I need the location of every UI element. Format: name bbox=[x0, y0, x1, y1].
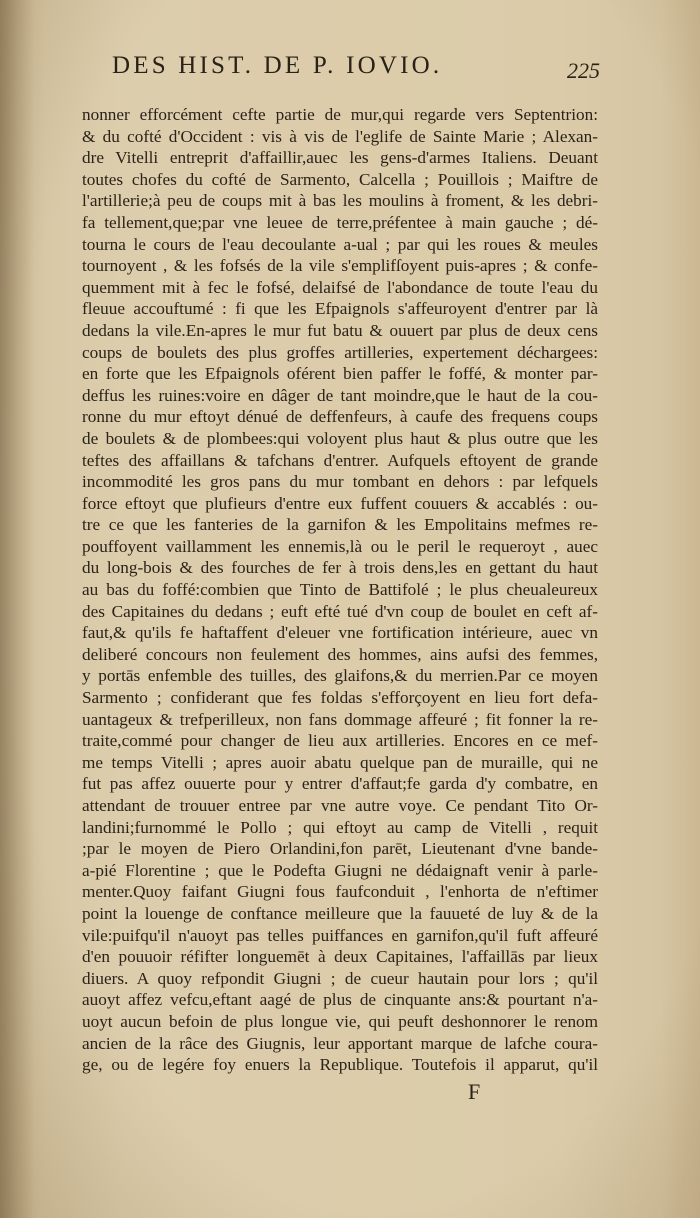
text-line: nonner efforcément cefte partie de mur,qui regarde vers Septentrion: bbox=[82, 105, 598, 124]
text-line: incommodité les gros pans du mur tombant en dehors : par lefquels bbox=[82, 472, 598, 492]
text-line: d'en pouuoir réfifter longuemēt à deux Capitaines, l'affaillās par lieux bbox=[82, 947, 598, 967]
text-line: toutes chofes du cofté de Sarmento, Calcella ; Pouillois ; Maiftre de bbox=[82, 169, 598, 189]
text-line: ancien de la râce des Giugnis, leur apportant marque de lafche coura- bbox=[82, 1033, 598, 1053]
text-line: tre ce que les fanteries de la garnifon & les Empolitains mefmes re- bbox=[82, 515, 598, 535]
text-line: quemment mit à fec le fofsé, delaifsé de l'abondance de toute l'eau du bbox=[82, 277, 598, 297]
text-line: l'artillerie;à peu de coups mit à bas les moulins à froment, & les debri- bbox=[82, 191, 598, 211]
text-line: uoyt aucun befoin de plus longue vie, qui peuft deshonnorer le renom bbox=[82, 1011, 598, 1031]
text-line: du long-bois & des fourches de fer à trois dens,les en gettant du haut bbox=[82, 558, 598, 578]
text-line: auoyt affez vefcu,eftant aagé de plus de cinquante ans:& pourtant n'a- bbox=[82, 990, 598, 1010]
text-line: teftes des affaillans & tafchans d'entrer. Aufquels eftoyent de grande bbox=[82, 450, 598, 470]
text-line: au bas du foffé:combien que Tinto de Battifolé ; le plus cheualeureux bbox=[82, 580, 598, 600]
text-line: vile:puifqu'il n'auoyt pas telles puiffances en garnifon,qu'il fuft affeuré bbox=[82, 925, 598, 945]
text-line: pouffoyent vaillamment les ennemis,là ou le peril le requeroyt , auec bbox=[82, 536, 598, 556]
signature-mark: F bbox=[468, 1079, 481, 1104]
text-line: point la louenge de conftance meilleure que la fauueté de luy & de la bbox=[82, 903, 598, 923]
text-line: me temps Vitelli ; apres auoir abatu quelque pan de muraille, qui ne bbox=[82, 752, 598, 772]
text-line: deffus les ruines:voire en dâger de tant moindre,que le haut de la cou- bbox=[82, 385, 598, 405]
text-line: dre Vitelli entreprit d'affaillir,auec les gens-d'armes Italiens. Deuant bbox=[82, 148, 598, 168]
text-line: en forte que les Efpaignols oférent bien paffer le foffé, & monter par- bbox=[82, 364, 598, 384]
text-line: y portās enfemble des tuilles, des glaifons,& du merrien.Par ce moyen bbox=[82, 666, 598, 686]
body-text bbox=[82, 104, 598, 1076]
text-line: Sarmento ; confiderant que fes foldas s'efforçoyent en lieu fort defa- bbox=[82, 688, 598, 708]
running-head: DES HIST. DE P. IOVIO. bbox=[112, 52, 443, 79]
text-line: faut,& qu'ils fe haftaffent d'eleuer vne fortification intérieure, auec vn bbox=[82, 623, 598, 643]
text-line: a-pié Florentine ; que le Podefta Giugni ne dédaignaft venir à parle- bbox=[82, 860, 598, 880]
text-line: ronne du mur eftoyt dénué de deffenfeurs, à caufe des frequens coups bbox=[82, 407, 598, 427]
text-line: uantageux & trefperilleux, non fans dommage affeuré ; fit fonner la re- bbox=[82, 709, 598, 729]
text-line: ;par le moyen de Piero Orlandini,fon parēt, Lieutenant d'vne bande- bbox=[82, 839, 598, 859]
text-line: fut pas affez ouuerte pour y entrer d'affaut;fe garda d'y combatre, en bbox=[82, 774, 598, 794]
text-line: fa tellement,que;par vne leuee de terre,préfentee à main gauche ; dé- bbox=[82, 212, 598, 232]
text-line: & du cofté d'Occident : vis à vis de l'eglife de Sainte Marie ; Alexan- bbox=[82, 126, 598, 146]
page-number: 225 bbox=[567, 58, 600, 83]
text-line: de boulets & de plombees:qui voloyent plus haut & plus outre que les bbox=[82, 428, 598, 448]
text-line: dedans la vile.En-apres le mur fut batu & ouuert par plus de deux cens bbox=[82, 320, 598, 340]
text-line: tourna le cours de l'eau decoulante a-ual ; par qui les roues & meules bbox=[82, 234, 598, 254]
text-line: landini;furnommé le Pollo ; qui eftoyt au camp de Vitelli , requit bbox=[82, 817, 598, 837]
text-line: ge, ou de legére foy enuers la Republique. Toutefois il apparut, qu'il bbox=[82, 1055, 598, 1075]
text-line: attendant de trouuer entree par vne autre voye. Ce pendant Tito Or- bbox=[82, 796, 598, 815]
text-line: menter.Quoy faifant Giugni fous faufconduit , l'enhorta de n'eftimer bbox=[82, 882, 598, 902]
page-header bbox=[112, 52, 600, 92]
text-line: deliberé concours non feulement des hommes, ains aufsi des femmes, bbox=[82, 644, 598, 664]
text-line: coups de boulets des plus groffes artilleries, expertement déchargees: bbox=[82, 342, 598, 362]
text-line: force eftoyt que plufieurs d'entre eux fuffent couuers & accablés : ou- bbox=[82, 493, 598, 513]
text-line: des Capitaines du dedans ; euft efté tué d'vn coup de boulet en ceft af- bbox=[82, 601, 598, 621]
text-line: diuers. A quoy refpondit Giugni ; de cueur hautain pour lors ; qu'il bbox=[82, 968, 598, 988]
text-line: traite,commé pour changer de lieu aux artilleries. Encores en ce mef- bbox=[82, 731, 598, 751]
text-line: tournoyent , & les fofsés de la vile s'emplifſoyent puis-apres ; & confe- bbox=[82, 256, 598, 276]
text-line: fleuue accouftumé : fi que les Efpaignols s'affeuroyent d'entrer par là bbox=[82, 299, 598, 319]
